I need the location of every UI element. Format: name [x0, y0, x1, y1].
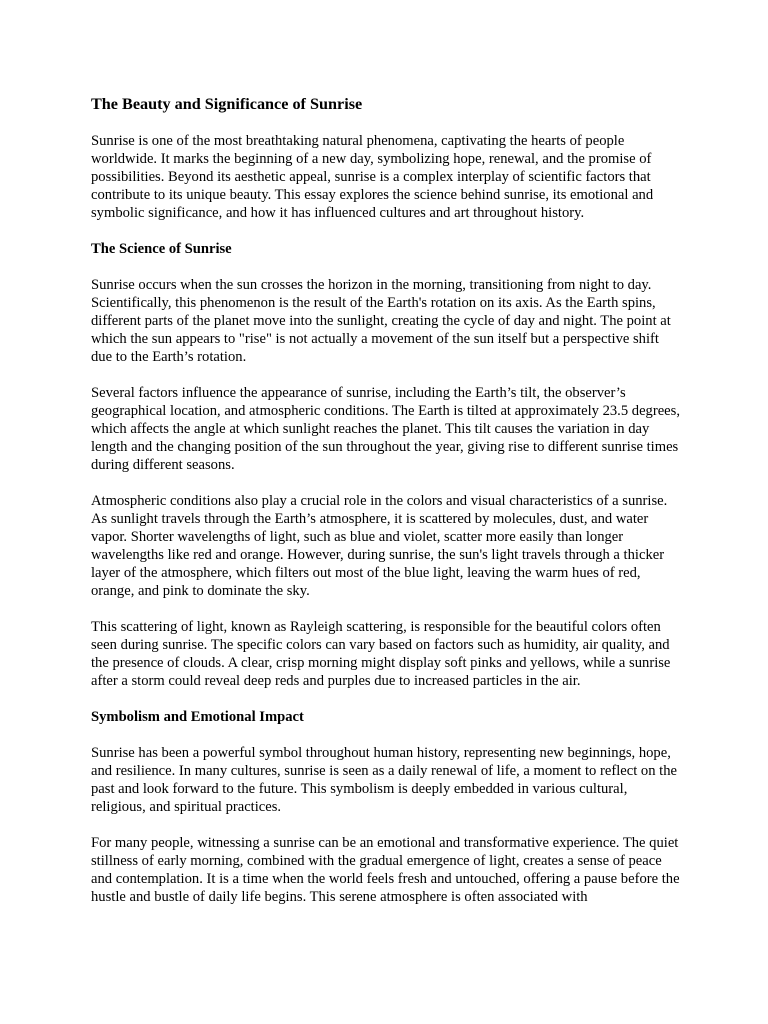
section-heading-symbolism: Symbolism and Emotional Impact	[91, 709, 304, 725]
intro-paragraph: Sunrise is one of the most breathtaking natural phenomena, captivating the hearts of people worldwide. It marks the beginning of a new day, symbolizing hope, renewal, and the promise of possibilities. Beyond its aesthetic appeal, sunrise is a complex interplay of scientific factors that contribute to its unique beauty. This essay explores the science behind sunrise, its emotional and symbolic significance, and how it has influenced cultures and art throughout history.	[91, 133, 654, 221]
science-paragraph-4: This scattering of light, known as Rayleigh scattering, is responsible for the beautiful colors often seen during sunrise. The specific colors can vary based on factors such as humidity, air quality, and the presence of clouds. A clear, crisp morning might display soft pinks and yellows, while a sunrise after a storm could reveal deep reds and purples due to increased particles in the air.	[91, 619, 671, 689]
science-paragraph-2: Several factors influence the appearance of sunrise, including the Earth’s tilt, the observer’s geographical location, and atmospheric conditions. The Earth is tilted at approximately 23.5 degrees, which affects the angle at which sunlight reaches the planet. This tilt causes the variation in day length and the changing position of the sun throughout the year, giving rise to different sunrise times during different seasons.	[91, 385, 680, 473]
document-body	[91, 94, 681, 924]
science-paragraph-1: Sunrise occurs when the sun crosses the horizon in the morning, transitioning from night to day. Scientifically, this phenomenon is the result of the Earth's rotation on its axis. As the Earth spins, different parts of the planet move into the sunlight, creating the cycle of day and night. The point at which the sun appears to "rise" is not actually a movement of the sun itself but a perspective shift due to the Earth’s rotation.	[91, 277, 671, 365]
section-heading-science: The Science of Sunrise	[91, 241, 232, 257]
symbolism-paragraph-1: Sunrise has been a powerful symbol throughout human history, representing new beginnings, hope, and resilience. In many cultures, sunrise is seen as a daily renewal of life, a moment to reflect on the past and look forward to the future. This symbolism is deeply embedded in various cultural, religious, and spiritual practices.	[91, 745, 677, 815]
document-title: The Beauty and Significance of Sunrise	[91, 95, 363, 113]
science-paragraph-3: Atmospheric conditions also play a crucial role in the colors and visual characteristics of a sunrise. As sunlight travels through the Earth’s atmosphere, it is scattered by molecules, dust, and water vapor. Shorter wavelengths of light, such as blue and violet, scatter more easily than longer wavelengths like red and orange. However, during sunrise, the sun's light travels through a thicker layer of the atmosphere, which filters out most of the blue light, leaving the warm hues of red, orange, and pink to dominate the sky.	[91, 493, 668, 599]
symbolism-paragraph-2: For many people, witnessing a sunrise can be an emotional and transformative experience. The quiet stillness of early morning, combined with the gradual emergence of light, creates a sense of peace and contemplation. It is a time when the world feels fresh and untouched, offering a pause before the hustle and bustle of daily life begins. This serene atmosphere is often associated with	[91, 835, 680, 905]
